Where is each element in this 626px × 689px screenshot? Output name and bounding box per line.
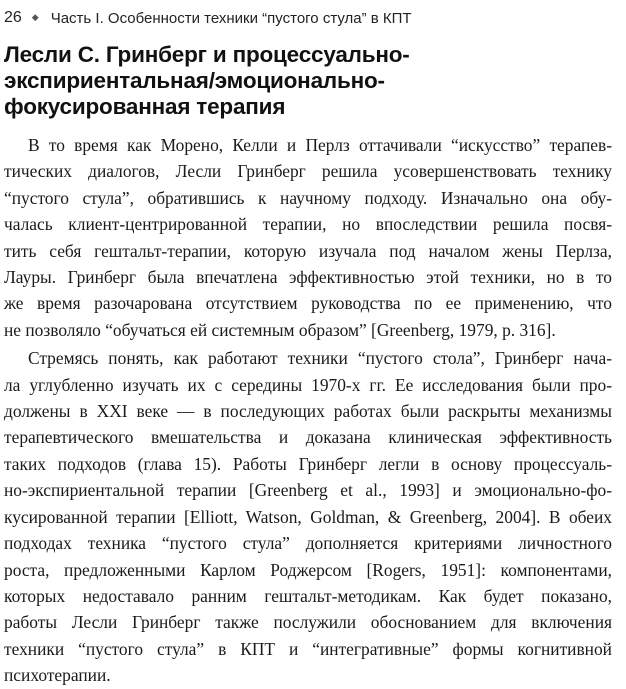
text-line: чалась клиент-центрированной терапии, но впоследствии решила посвя-	[4, 214, 612, 235]
text-line: терапевтического вмешательства и доказана клиническая эффективность	[4, 427, 612, 448]
section-heading	[4, 42, 612, 120]
section-heading-line: фокусированная терапия	[4, 94, 286, 119]
text-line: работы Лесли Гринберг также послужили обоснованием для включения	[4, 612, 612, 633]
text-line: же время разочарована отсутствием руководства по ее применению, что	[4, 293, 612, 314]
text-line: но-экспириентальной терапии [Greenberg et al., 1993] и эмоционально-фо-	[4, 480, 612, 501]
text-line: роста, предложенными Карлом Роджерсом [Rogers, 1951]: компонентами,	[4, 559, 612, 580]
text-line: тических диалогов, Лесли Гринберг решила усовершенствовать технику	[4, 161, 612, 182]
text-line: Стремясь понять, как работают техники “пустого стола”, Гринберг нача-	[28, 348, 612, 369]
text-line: которых недоставало ранним гештальт-методикам. Как будет показано,	[4, 585, 612, 606]
diamond-separator-icon: ◆	[31, 11, 39, 22]
text-line: психотерапии.	[4, 665, 111, 686]
section-heading-line: экспириентальная/эмоционально-	[4, 68, 385, 93]
text-line: “пустого стула”, обратившись к научному подходу. Изначально она обу-	[4, 187, 612, 208]
text-line: не позволяло “обучаться ей системным образом” [Greenberg, 1979, p. 316].	[4, 319, 556, 340]
text-line: Лауры. Гринберг была впечатлена эффективностью этой техники, но в то	[4, 267, 612, 288]
text-line: кусированной терапии [Elliott, Watson, Goldman, & Greenberg, 2004]. В обеих	[4, 506, 612, 527]
text-line: таких подходов (глава 15). Работы Гринберг легли в основу процессуаль-	[4, 453, 612, 474]
running-title: Часть I. Особенности техники “пустого стула” в КПТ	[50, 9, 412, 27]
running-header	[4, 8, 612, 28]
text-line: тить себя гештальт-терапии, которую изучала под началом жены Перлза,	[4, 240, 612, 261]
paragraph-2	[4, 345, 612, 688]
text-line: должены в XXI веке — в последующих работах были раскрыты механизмы	[4, 401, 612, 422]
text-line: подходах техника “пустого стула” дополняется критериями личностного	[4, 533, 612, 554]
paragraph-1	[4, 132, 612, 343]
section-heading-line: Лесли С. Гринберг и процессуально-	[4, 42, 410, 67]
text-line: ла углубленно изучать их с середины 1970-х гг. Ее исследования были про-	[4, 374, 612, 395]
page-number: 26	[4, 9, 22, 26]
text-line: техники “пустого стула” в КПТ и “интегративные” формы когнитивной	[4, 638, 612, 659]
text-line: В то время как Морено, Келли и Перлз оттачивали “искусство” терапев-	[28, 135, 612, 155]
